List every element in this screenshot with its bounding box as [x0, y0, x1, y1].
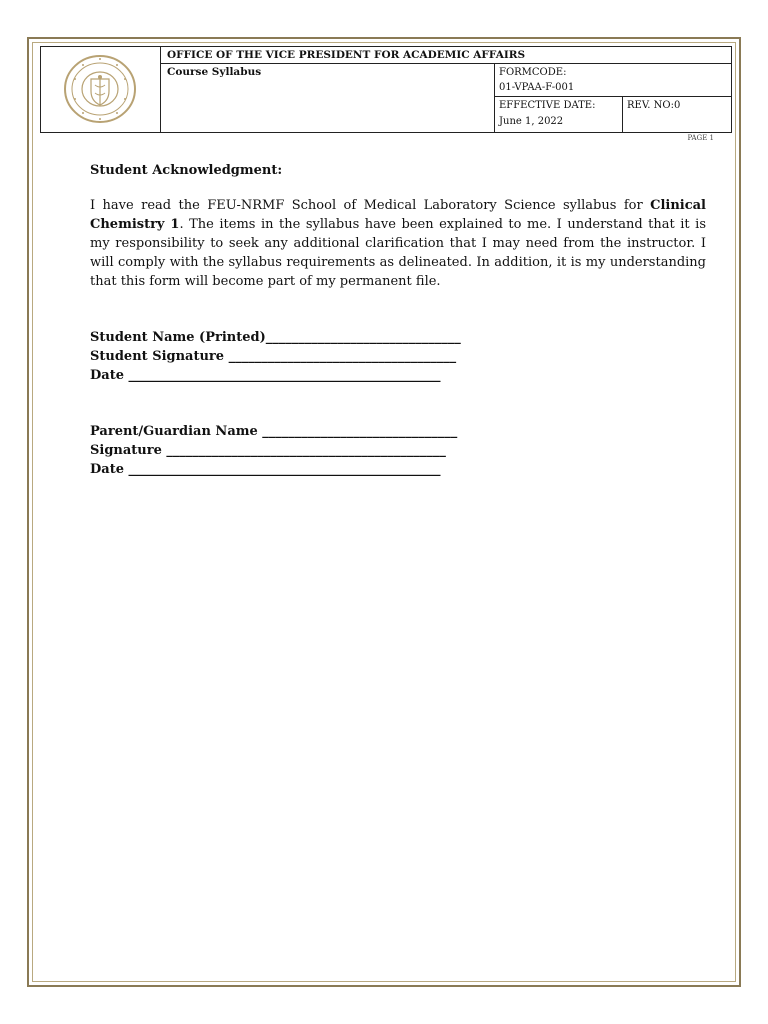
guardian-name-field: Parent/Guardian Name ______________________________: [90, 424, 458, 439]
acknowledgment-text-before: I have read the FEU-NRMF School of Medical Laboratory Science syllabus for: [90, 198, 651, 213]
rev-no-cell: [622, 97, 731, 132]
guardian-signature-field: Signature ___________________________________________: [90, 443, 446, 458]
acknowledgment-heading: Student Acknowledgment:: [90, 163, 283, 178]
acknowledgment-paragraph: [90, 196, 706, 291]
guardian-date-field: Date ________________________________________________: [90, 462, 441, 477]
formcode-cell: [494, 64, 731, 97]
effective-date-cell: [494, 97, 622, 132]
course-name: Clinical Chemistry 1: [90, 198, 706, 232]
formcode-value: 01-VPAA-F-001: [499, 82, 575, 93]
effective-date-label: EFFECTIVE DATE:: [499, 100, 596, 111]
formcode-label: FORMCODE:: [499, 67, 567, 78]
university-seal-icon: [61, 53, 139, 125]
document-header: [40, 46, 732, 133]
logo-cell: [41, 47, 161, 132]
rev-no: REV. NO:0: [627, 100, 681, 111]
acknowledgment-section: [90, 162, 706, 479]
guardian-fields: [90, 422, 706, 479]
page-number: PAGE 1: [687, 134, 714, 142]
effective-date-value: June 1, 2022: [499, 116, 564, 127]
document-title: Course Syllabus: [167, 66, 262, 78]
student-date-field: Date ________________________________________________: [90, 368, 441, 383]
student-name-field: Student Name (Printed)______________________________: [90, 330, 461, 345]
student-fields: [90, 328, 706, 385]
office-title: OFFICE OF THE VICE PRESIDENT FOR ACADEMIC AFFAIRS: [161, 47, 731, 64]
student-signature-field: Student Signature ___________________________________: [90, 349, 457, 364]
acknowledgment-text-after: . The items in the syllabus have been explained to me. I understand that it is my responsibility to seek any additional clarification that I may need from the instructor. I will comply with the syllabus requirements as delineated. In addition, it is my understanding that this form will become part of my permanent file.: [90, 217, 706, 289]
